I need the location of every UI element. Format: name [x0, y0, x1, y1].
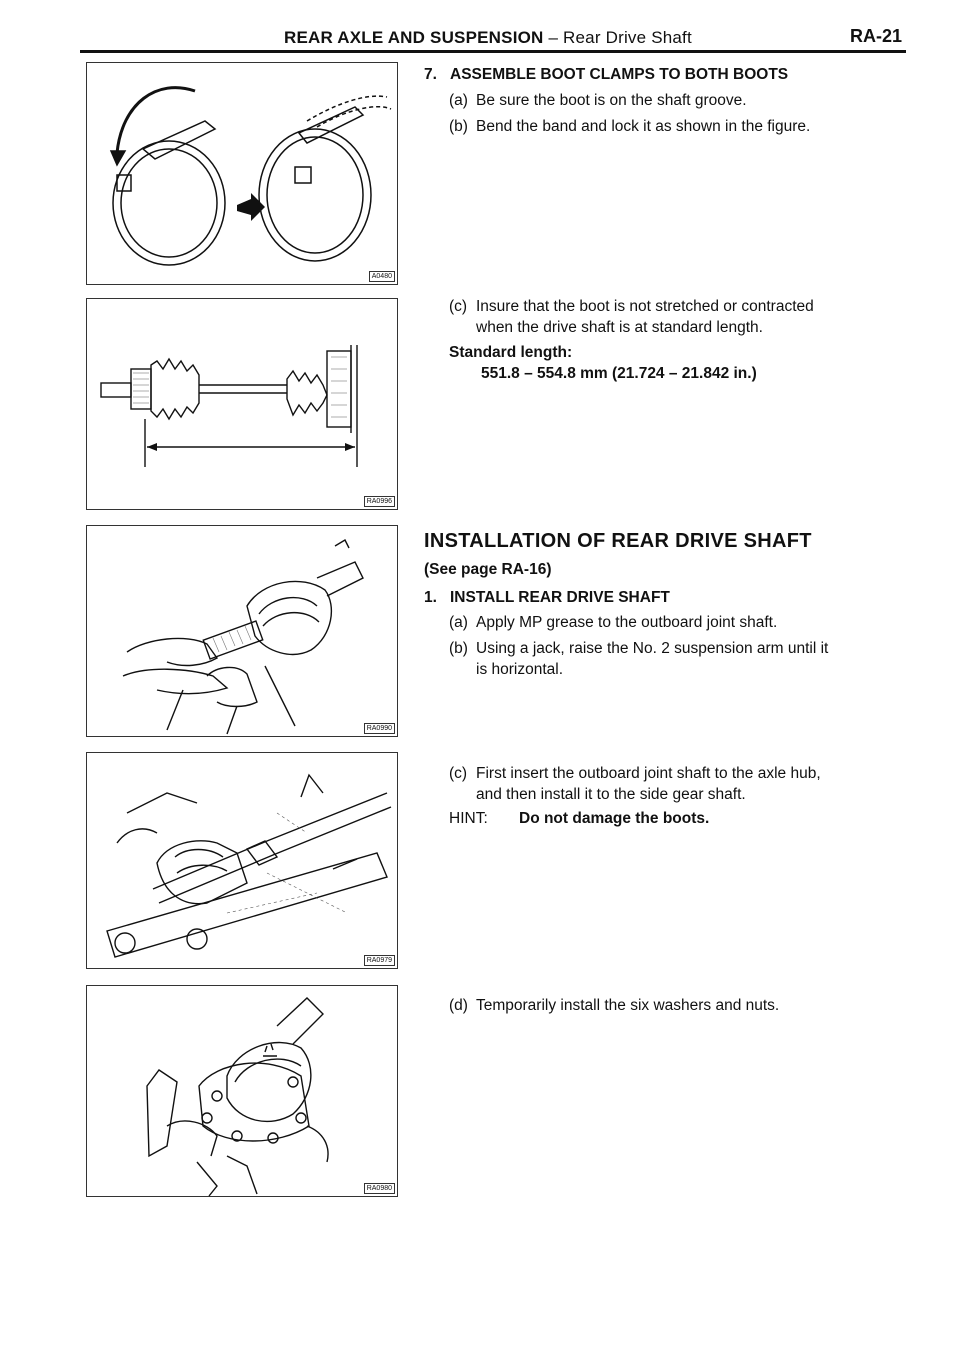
header-subsection: Rear Drive Shaft — [563, 28, 692, 47]
installation-section-title: INSTALLATION OF REAR DRIVE SHAFT — [424, 530, 812, 552]
step1-c-label: (c) — [449, 765, 468, 782]
step1-number: 1. — [424, 589, 437, 606]
step1-b-line1: Using a jack, raise the No. 2 suspension arm until it — [476, 640, 829, 657]
step7-c-line1: Insure that the boot is not stretched or contracted — [476, 298, 814, 315]
step1-d-label: (d) — [449, 997, 468, 1014]
figure-code: RA0990 — [364, 723, 395, 734]
step1-b-label: (b) — [449, 640, 468, 657]
step1-c-line1: First insert the outboard joint shaft to the axle hub, — [476, 765, 821, 782]
washers-nuts-illustration — [87, 986, 399, 1198]
header-separator: – — [543, 28, 564, 47]
header-title — [284, 28, 692, 48]
shaft-insertion-illustration — [87, 753, 399, 970]
hint-text: Do not damage the boots. — [519, 810, 710, 827]
hint-label: HINT: — [449, 810, 488, 827]
step1-c-line2: and then install it to the side gear shaft. — [476, 786, 746, 803]
figure-washers-nuts — [86, 985, 398, 1197]
drive-shaft-illustration — [87, 299, 399, 511]
figure-apply-grease — [86, 525, 398, 737]
page-number: RA-21 — [849, 26, 902, 46]
header-section: REAR AXLE AND SUSPENSION — [284, 28, 544, 47]
figure-code: RA0980 — [364, 1183, 395, 1194]
standard-length-label: Standard length: — [449, 344, 573, 361]
step7-title: ASSEMBLE BOOT CLAMPS TO BOTH BOOTS — [450, 66, 789, 83]
step1-d-text: Temporarily install the six washers and nuts. — [476, 997, 780, 1014]
step7-c-label: (c) — [449, 298, 468, 315]
step7-a-text: Be sure the boot is on the shaft groove. — [476, 92, 747, 109]
figure-code: A0480 — [369, 271, 395, 282]
figure-insert-shaft — [86, 752, 398, 969]
figure-boot-clamps — [86, 62, 398, 285]
step7-number: 7. — [424, 66, 437, 83]
step1-a-label: (a) — [449, 614, 468, 631]
boot-clamp-illustration — [87, 63, 399, 286]
installation-see-page: (See page RA-16) — [424, 561, 552, 578]
step1-title: INSTALL REAR DRIVE SHAFT — [450, 589, 670, 606]
step1-a-text: Apply MP grease to the outboard joint shaft. — [476, 614, 778, 631]
step7-b-text: Bend the band and lock it as shown in the figure. — [476, 118, 811, 135]
page-header — [80, 24, 906, 50]
header-rule — [80, 50, 906, 53]
grease-application-illustration — [87, 526, 399, 738]
figure-code: RA0979 — [364, 955, 395, 966]
standard-length-value: 551.8 – 554.8 mm (21.724 – 21.842 in.) — [481, 365, 757, 382]
step7-a-label: (a) — [449, 92, 468, 109]
step1-b-line2: is horizontal. — [476, 661, 564, 678]
figure-code: RA0996 — [364, 496, 395, 507]
step7-c-line2: when the drive shaft is at standard length. — [476, 319, 763, 336]
figure-standard-length — [86, 298, 398, 510]
step7-b-label: (b) — [449, 118, 468, 135]
